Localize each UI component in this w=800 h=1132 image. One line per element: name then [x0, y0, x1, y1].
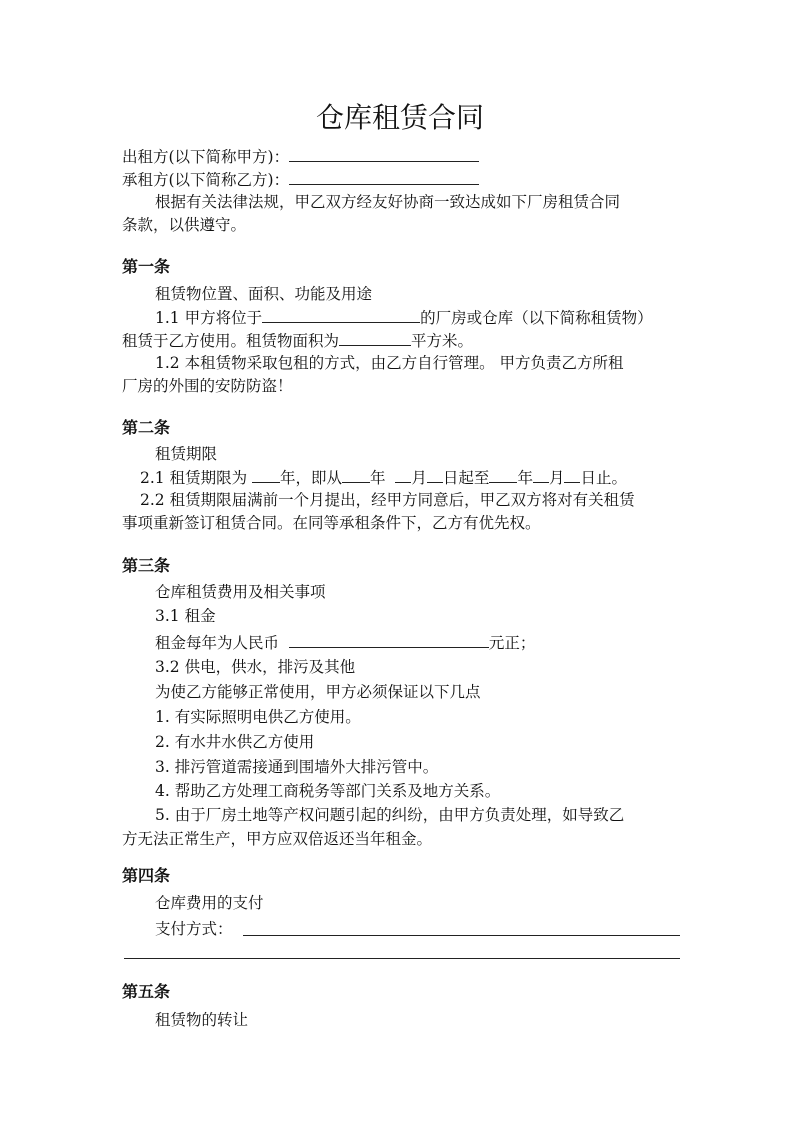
payment-method-blank-line-2 — [124, 958, 680, 959]
rent-text-a: 租金每年为人民币 — [155, 634, 280, 652]
clause-1-1-text-d: 平方米。 — [411, 332, 474, 350]
clause-3-1: 3.1 租金 — [155, 607, 216, 625]
clause-2-1-text-h: 日止。 — [580, 469, 627, 487]
clause-2-1-text-d: 月 — [411, 469, 427, 487]
rent-amount-blank — [289, 632, 489, 648]
area-blank — [339, 330, 411, 346]
clause-2-1-text-b: 年，即从 — [280, 469, 343, 487]
article-3-heading: 第三条 — [122, 556, 171, 575]
list-item: 2. 有水井水供乙方使用 — [155, 733, 315, 751]
end-month-blank — [533, 467, 549, 483]
clause-1-2-line-2: 厂房的外围的安防防盗！ — [122, 377, 293, 395]
clause-3-2-intro: 为使乙方能够正常使用，甲方必须保证以下几点 — [155, 683, 481, 701]
clause-1-1-text-a: 1.1 甲方将位于 — [155, 309, 263, 327]
article-1-heading: 第一条 — [122, 257, 171, 276]
clause-2-1-text-g: 月 — [548, 469, 565, 487]
location-blank — [262, 307, 420, 323]
lessee-line — [122, 169, 479, 190]
clause-2-1-text-e: 日起至 — [442, 469, 490, 487]
list-item: 1. 有实际照明电供乙方使用。 — [155, 708, 361, 726]
clause-1-1-text-c: 租赁于乙方使用。租赁物面积为 — [122, 332, 340, 350]
clause-2-1-text-f: 年 — [517, 469, 533, 487]
intro-line-1: 根据有关法律法规，甲乙双方经友好协商一致达成如下厂房租赁合同 — [155, 193, 621, 211]
lessor-line — [122, 146, 479, 167]
intro-line-2: 条款，以供遵守。 — [122, 216, 247, 234]
clause-2-2-line-1: 2.2 租赁期限届满前一个月提出，经甲方同意后，甲乙双方将对有关租赁 — [140, 491, 635, 509]
clause-2-1-text-a: 2.1 租赁期限为 — [140, 469, 248, 487]
clause-1-1-line-2 — [122, 330, 473, 351]
rent-line — [155, 632, 535, 653]
payment-method-label: 支付方式： — [155, 920, 233, 938]
list-item: 4. 帮助乙方处理工商税务等部门关系及地方关系。 — [155, 782, 501, 800]
article-2-heading: 第二条 — [122, 418, 171, 437]
lessee-blank — [289, 169, 479, 185]
document-title: 仓库租赁合同 — [315, 101, 484, 134]
end-day-blank — [564, 467, 580, 483]
lessor-blank — [289, 146, 479, 162]
start-day-blank — [427, 467, 443, 483]
clause-2-1-text-c: 年 — [370, 469, 386, 487]
term-years-blank — [252, 467, 280, 483]
clause-1-2-line-1: 1.2 本租赁物采取包租的方式，由乙方自行管理。 甲方负责乙方所租 — [155, 354, 624, 372]
lessee-label: 承租方(以下简称乙方)： — [122, 171, 290, 189]
article-4-subtitle: 仓库费用的支付 — [155, 894, 264, 912]
article-5-subtitle: 租赁物的转让 — [155, 1011, 249, 1029]
article-1-subtitle: 租赁物位置、面积、功能及用途 — [155, 285, 373, 303]
rent-text-b: 元正； — [488, 634, 536, 652]
clause-2-1 — [140, 467, 627, 488]
start-month-blank — [395, 467, 411, 483]
article-3-subtitle: 仓库租赁费用及相关事项 — [155, 583, 326, 601]
end-year-blank — [489, 467, 517, 483]
article-5-heading: 第五条 — [122, 982, 171, 1001]
article-2-subtitle: 租赁期限 — [155, 445, 218, 463]
article-4-heading: 第四条 — [122, 866, 171, 885]
payment-method-blank — [243, 935, 680, 936]
clause-1-1-text-b: 的厂房或仓库（以下简称租赁物） — [420, 309, 653, 327]
lessor-label: 出租方(以下简称甲方)： — [122, 148, 290, 166]
list-item: 3. 排污管道需接通到围墙外大排污管中。 — [155, 758, 439, 776]
clause-1-1-line-1 — [155, 307, 653, 328]
clause-3-2: 3.2 供电，供水，排污及其他 — [155, 658, 356, 676]
list-item-5-line-1: 5. 由于厂房土地等产权问题引起的纠纷，由甲方负责处理，如导致乙 — [155, 806, 625, 824]
clause-2-2-line-2: 事项重新签订租赁合同。在同等承租条件下，乙方有优先权。 — [122, 514, 541, 532]
start-year-blank — [342, 467, 370, 483]
list-item-5-line-2: 方无法正常生产，甲方应双倍返还当年租金。 — [122, 830, 433, 848]
